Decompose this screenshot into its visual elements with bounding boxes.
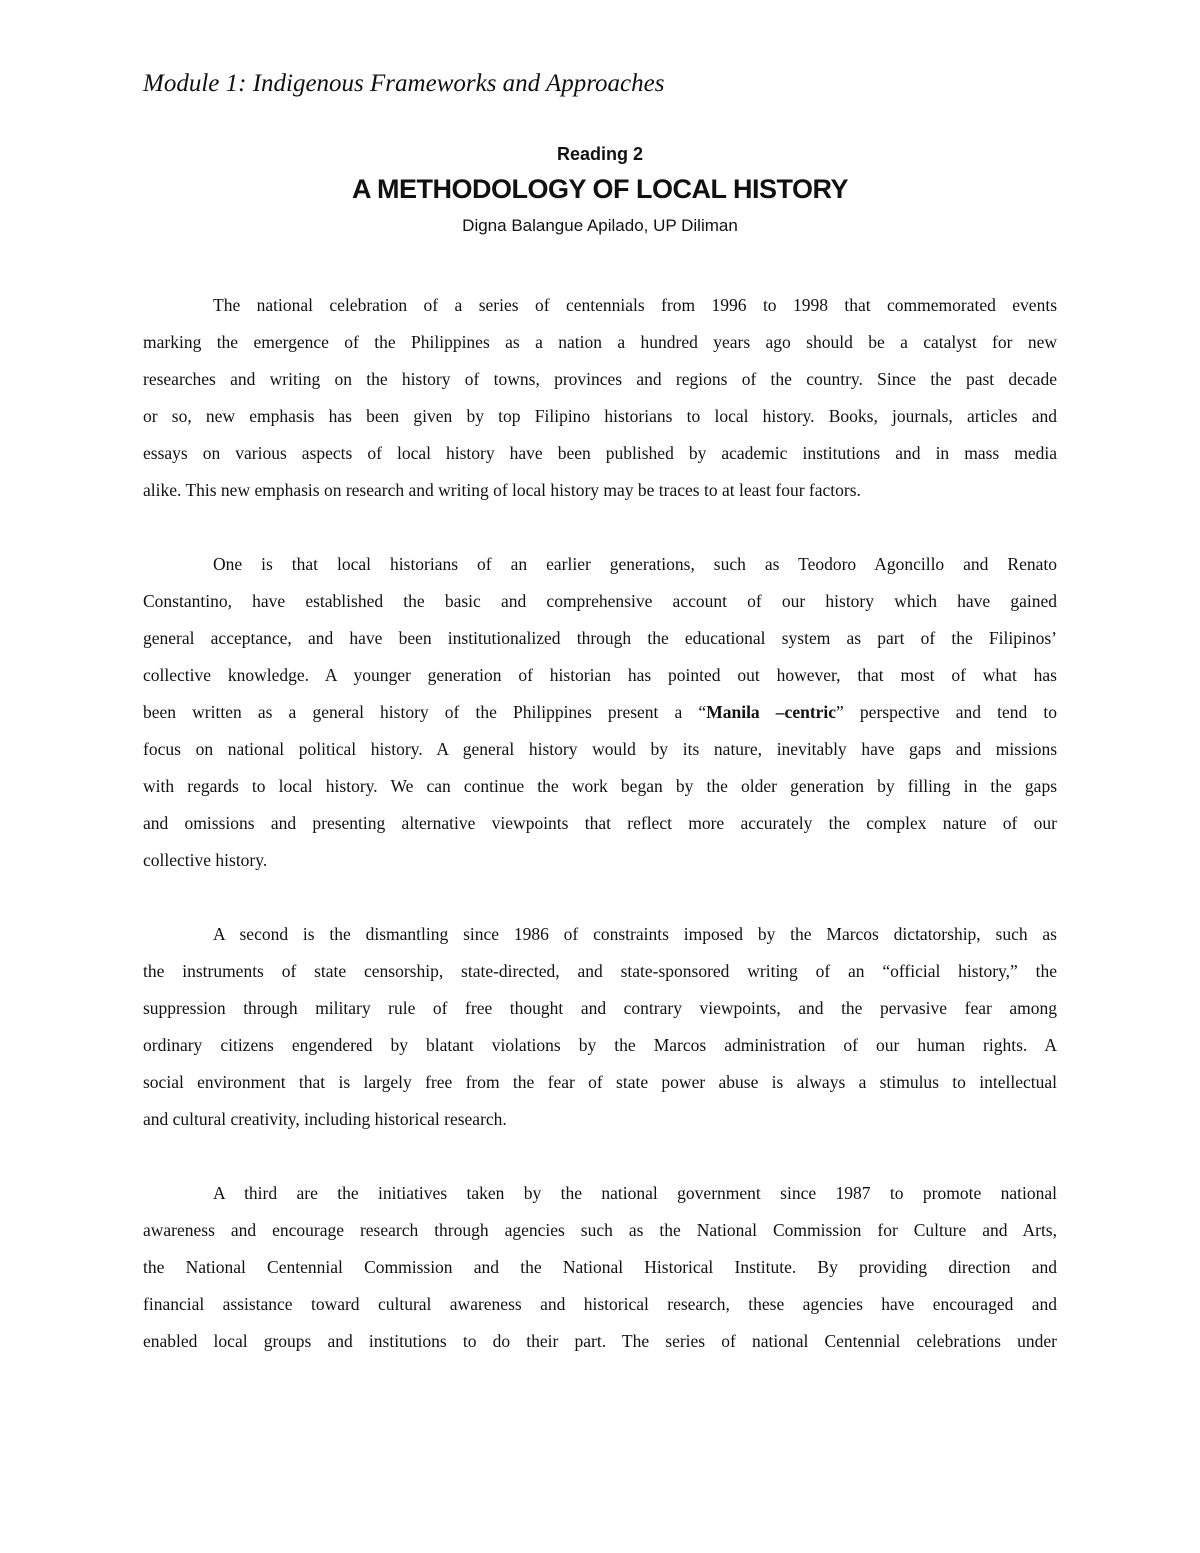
text-line: marking the emergence of the Philippines as a nation a hundred years ago should be a catalyst for new [143, 332, 1057, 352]
module-header: Module 1: Indigenous Frameworks and Approaches [143, 70, 665, 97]
author-line: Digna Balangue Apilado, UP Diliman [462, 216, 738, 235]
text-line: awareness and encourage research through agencies such as the National Commission for Culture and Arts, [143, 1220, 1057, 1240]
paragraph [143, 293, 1057, 515]
text-line: A third are the initiatives taken by the national government since 1987 to promote national [213, 1183, 1057, 1203]
text-line: the National Centennial Commission and the National Historical Institute. By providing direction and [143, 1257, 1057, 1277]
text-line: suppression through military rule of free thought and contrary viewpoints, and the pervasive fear among [143, 998, 1057, 1018]
paragraph [143, 1181, 1057, 1366]
text-line: social environment that is largely free from the fear of state power abuse is always a stimulus to intellectual [143, 1072, 1057, 1092]
text-line: enabled local groups and institutions to do their part. The series of national Centennial celebrations under [143, 1331, 1057, 1351]
text-line: researches and writing on the history of towns, provinces and regions of the country. Since the past decade [143, 369, 1057, 389]
text-line: The national celebration of a series of centennials from 1996 to 1998 that commemorated events [213, 295, 1057, 315]
text-line: collective history. [143, 850, 268, 870]
paragraph [143, 922, 1057, 1144]
text-line: the instruments of state censorship, state-directed, and state-sponsored writing of an “official history,” the [143, 961, 1057, 981]
line-pre: been written as a general history of the Philippines present a “ [143, 702, 707, 722]
text-line: Constantino, have established the basic and comprehensive account of our history which have gained [143, 591, 1057, 611]
text-line: collective knowledge. A younger generation of historian has pointed out however, that most of what has [143, 665, 1057, 685]
emphasis-manila-centric: Manila –centric [706, 702, 837, 722]
text-line: and omissions and presenting alternative viewpoints that reflect more accurately the complex nature of our [143, 813, 1057, 833]
text-line: alike. This new emphasis on research and writing of local history may be traces to at least four factors. [143, 480, 861, 500]
text-line: essays on various aspects of local history have been published by academic institutions and in mass media [143, 443, 1057, 463]
line-post: ” perspective and tend to [836, 702, 1057, 722]
reading-label: Reading 2 [556, 144, 644, 164]
document-body [143, 293, 1057, 1403]
text-line: focus on national political history. A general history would by its nature, inevitably have gaps and missions [143, 739, 1057, 759]
paragraph [143, 552, 1057, 885]
text-line: general acceptance, and have been institutionalized through the educational system as part of the Filipinos’ [143, 628, 1057, 648]
text-line: and cultural creativity, including historical research. [143, 1109, 507, 1129]
document-title: A METHODOLOGY OF LOCAL HISTORY [351, 174, 849, 204]
text-line: financial assistance toward cultural awareness and historical research, these agencies have encouraged and [143, 1294, 1057, 1314]
text-line [143, 700, 1057, 737]
text-line: with regards to local history. We can continue the work began by the older generation by filling in the gaps [143, 776, 1057, 796]
text-line: A second is the dismantling since 1986 of constraints imposed by the Marcos dictatorship, such as [213, 924, 1057, 944]
text-line: or so, new emphasis has been given by top Filipino historians to local history. Books, journals, articles and [143, 406, 1057, 426]
text-line: ordinary citizens engendered by blatant violations by the Marcos administration of our human rights. A [143, 1035, 1057, 1055]
text-line: One is that local historians of an earlier generations, such as Teodoro Agoncillo and Renato [213, 554, 1057, 574]
